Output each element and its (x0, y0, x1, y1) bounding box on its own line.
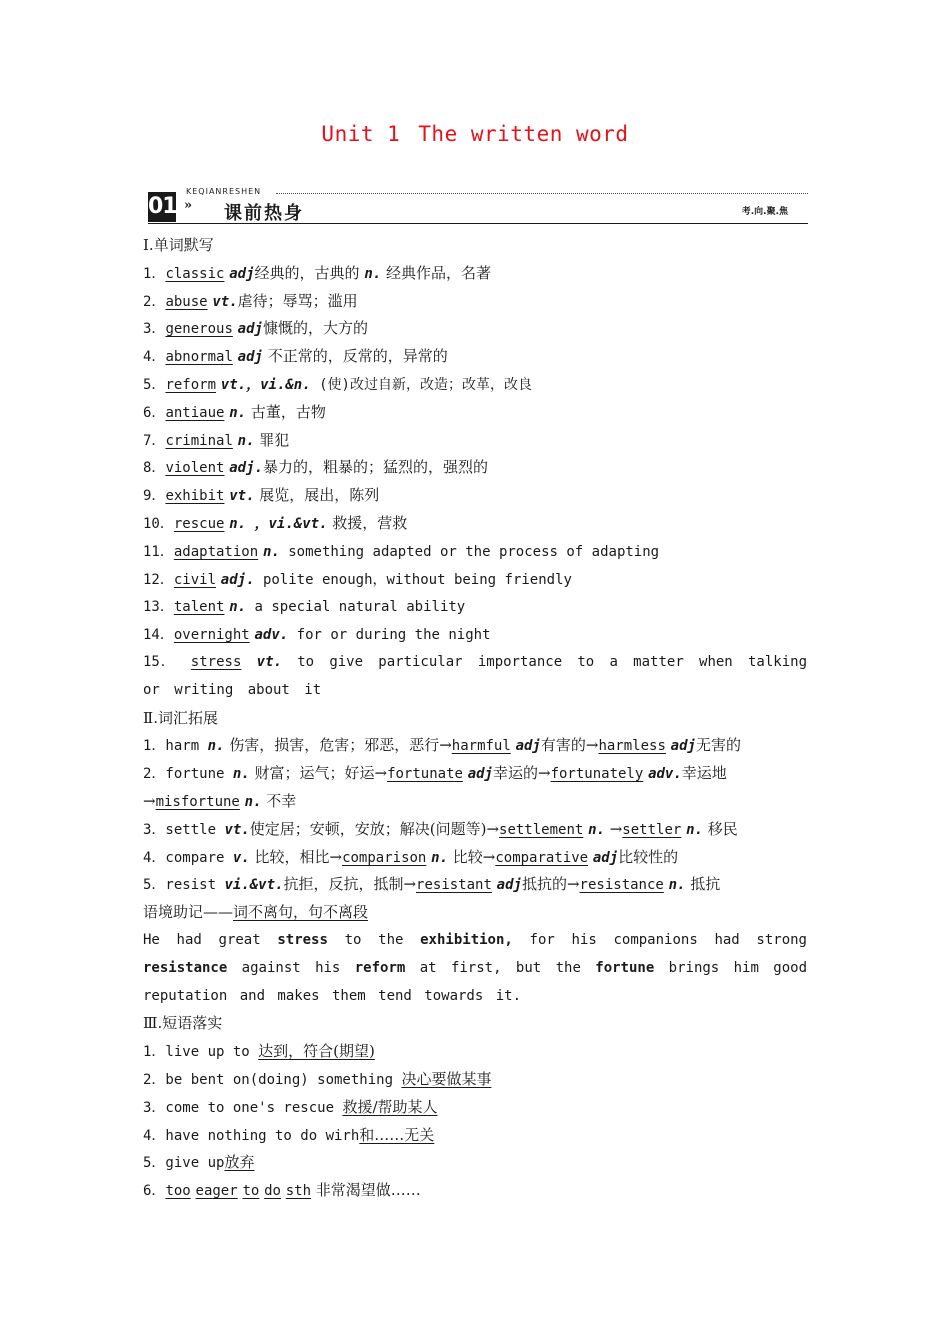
banner-heading: 课前热身 (224, 203, 304, 224)
answer-word: misfortune (155, 793, 240, 810)
vocab-item: 15． stress vt. to give particular importance to a matter when talking or writing about it (143, 653, 807, 698)
definition: 经典的，古典的 (254, 263, 365, 282)
answer-word: reform (165, 376, 217, 393)
word-family-list (143, 732, 807, 899)
banner-rule (148, 223, 808, 224)
vocab-item: 1．classic adj经典的，古典的 n. 经典作品，名著 (143, 263, 491, 282)
answer-word: civil (173, 571, 217, 588)
part-of-speech: n. (232, 766, 250, 783)
word-family-item: 5．resist vi.&vt.抗拒，反抗，抵制→resistant adj抵抗的→resistance n. 抵抗 (143, 875, 721, 894)
answer-phrase: 达到，符合(期望) (258, 1042, 375, 1061)
answer-word: abnormal (165, 349, 233, 366)
answer-word: resistance (579, 877, 664, 894)
vocab-item: 8．violent adj.暴力的，粗暴的；猛烈的，强烈的 (143, 458, 488, 477)
part-of-speech: adj (592, 849, 619, 866)
answer-word: generous (165, 321, 233, 338)
vocab-item: 10．rescue n. ，vi.&vt. 救援，营救 (143, 513, 408, 532)
banner-number: 01 (148, 192, 176, 222)
part-of-speech: n. (229, 599, 247, 616)
word-family-item: 4．compare v. 比较，相比→comparison n. 比较→comparative adj比较性的 (143, 847, 679, 866)
word-family-item: →misfortune n. 不幸 (143, 791, 297, 810)
chevron-icon: » (184, 198, 193, 213)
part-of-speech: adj (496, 877, 522, 894)
part-of-speech: n. ，vi.&vt. (229, 515, 328, 532)
part-of-speech: adj (237, 349, 263, 366)
part-of-speech: n. (668, 877, 686, 894)
phrase-item: 6．too eager to do sth 非常渴望做…… (143, 1181, 421, 1200)
answer-word: comparative (495, 849, 589, 866)
part-of-speech: vt. (212, 293, 238, 310)
vocab-item: 2．abuse vt.虐待；辱骂；滥用 (143, 291, 358, 310)
memo-paragraph: He had great stress to the exhibition, for his companions had strong resistance against his reform at first, but the fortune brings him good reputation and makes them tend towards it. (143, 931, 808, 1004)
part-of-speech: adj. (229, 460, 263, 477)
definition: to give particular importance to a matter when talking or writing about it (143, 653, 807, 698)
vocab-item: 3．generous adj慷慨的，大方的 (143, 319, 368, 338)
definition: 古董，古物 (246, 402, 326, 421)
part-of-speech: vt.，vi.&n. (220, 376, 311, 393)
definition: 暴力的，粗暴的；猛烈的，强烈的 (262, 458, 488, 477)
part-of-speech: n. (244, 793, 262, 810)
definition: 慷慨的，大方的 (262, 319, 368, 338)
answer-word: talent (173, 599, 225, 616)
phrase-item: 2．be bent on(doing) something 决心要做某事 (143, 1069, 492, 1088)
part-of-speech: vi.&vt. (224, 877, 284, 894)
section-header: Ⅲ.短语落实 (143, 1014, 223, 1033)
definition: 展览，展出，陈列 (254, 486, 380, 505)
part-of-speech: v. (232, 849, 250, 866)
part-of-speech: adj (515, 738, 541, 755)
phrase-item: 1．live up to 达到，符合(期望) (143, 1042, 375, 1061)
phrase-item: 4．have nothing to do wirh和……无关 (143, 1125, 435, 1144)
vocab-item: 4．abnormal adj 不正常的，反常的，异常的 (143, 347, 448, 366)
answer-word: harmful (451, 738, 511, 755)
part-of-speech: n. (207, 738, 225, 755)
answer-word: adaptation (173, 543, 259, 560)
definition: a special natural ability (246, 599, 466, 616)
answer-word: overnight (173, 627, 250, 644)
part-of-speech: n. (431, 849, 448, 866)
definition: 虐待；辱骂；滥用 (237, 291, 358, 310)
unit-topic: The written word (418, 122, 629, 146)
banner-pinyin: KEQIANRESHEN (186, 187, 262, 196)
answer-word: harmless (598, 738, 666, 755)
phrase-item: 3．come to one's rescue 救援/帮助某人 (143, 1097, 438, 1116)
answer-word: settlement (499, 821, 584, 838)
banner-dotted-line (276, 193, 808, 194)
part-of-speech: adv. (254, 627, 289, 644)
vocab-item: 6．antiaue n. 古董，古物 (143, 402, 326, 421)
part-of-speech: n. (229, 404, 247, 421)
word-family-item: 1．harm n. 伤害，损害，危害；邪恶，恶行→harmful adj有害的→harmless adj无害的 (143, 736, 741, 755)
section-header: Ⅱ.词汇拓展 (143, 708, 218, 727)
definition: 救援，营救 (327, 513, 408, 532)
part-of-speech: adj (467, 766, 493, 783)
part-of-speech: adj. (220, 571, 255, 588)
answer-word: classic (165, 265, 225, 282)
answer-phrase: 救援/帮助某人 (342, 1097, 438, 1116)
phrase-list (143, 1038, 807, 1177)
definition: 罪犯 (254, 430, 290, 449)
answer-word: fortunately (550, 766, 644, 783)
section-header: Ⅰ.单词默写 (143, 236, 214, 254)
answer-phrase: 决心要做某事 (401, 1069, 492, 1088)
answer-word: stress (190, 653, 242, 670)
part-of-speech: n. (364, 265, 382, 282)
part-of-speech: n. (588, 821, 605, 838)
vocab-item: 9．exhibit vt. 展览，展出，陈列 (143, 486, 380, 505)
vocab-item: 13．talent n. a special natural ability (143, 599, 466, 616)
definition: polite enough，without being friendly (254, 571, 572, 588)
vocab-item: 5．reform vt.，vi.&n. (使)改过自新，改造；改革，改良 (143, 376, 532, 393)
part-of-speech: n. (237, 432, 255, 449)
definition: for or during the night (288, 627, 491, 644)
answer-word: comparison (342, 849, 427, 866)
word-family-item: 2．fortune n. 财富；运气；好运→fortunate adj幸运的→fortunately adv.幸运地 (143, 764, 727, 783)
part-of-speech: adj (237, 321, 263, 338)
answer-word: antiaue (165, 404, 225, 421)
answer-word: violent (165, 460, 225, 477)
answer-word: abuse (165, 293, 208, 310)
vocab-item: 12．civil adj. polite enough，without being friendly (143, 571, 572, 588)
part-of-speech: vt. (256, 653, 282, 670)
definition: something adapted or the process of adapting (279, 543, 660, 560)
word-family-item: 3．settle vt.使定居；安顿，安放；解决(问题等)→settlement n. →settler n. 移民 (143, 819, 738, 838)
answer-word: fortunate (387, 766, 463, 783)
vocab-item: 7．criminal n. 罪犯 (143, 430, 290, 449)
worksheet-content (143, 232, 807, 1205)
unit-label: Unit 1 (321, 122, 401, 146)
definition: (使)改过自新，改造；改革，改良 (310, 376, 532, 393)
vocab-item: 11．adaptation n. something adapted or the process of adapting (143, 543, 660, 560)
part-of-speech: n. (686, 821, 703, 838)
vocab-list (143, 260, 807, 649)
answer-phrase: 和……无关 (359, 1125, 435, 1144)
part-of-speech: adj (670, 738, 696, 755)
section-banner (148, 186, 808, 226)
definition: 不正常的，反常的，异常的 (262, 347, 448, 366)
page-title (0, 122, 950, 146)
part-of-speech: adj (229, 265, 255, 282)
part-of-speech: vt. (229, 488, 255, 505)
part-of-speech: n. (262, 543, 280, 560)
answer-word: resistant (416, 877, 492, 894)
memo-heading: 语境助记——词不离句，句不离段 (143, 903, 369, 922)
phrase-item: 5．give up放弃 (143, 1153, 255, 1172)
answer-word: rescue (173, 515, 225, 532)
answer-word: criminal (165, 432, 233, 449)
definition: 经典作品，名著 (381, 263, 491, 282)
part-of-speech: vt. (224, 821, 250, 838)
answer-phrase: 放弃 (224, 1153, 255, 1172)
answer-word: settler (622, 821, 682, 838)
answer-word: exhibit (165, 488, 225, 505)
part-of-speech: adv. (648, 766, 682, 783)
banner-tag: 考.向.聚.焦 (741, 207, 788, 217)
vocab-item: 14．overnight adv. for or during the night (143, 627, 491, 644)
